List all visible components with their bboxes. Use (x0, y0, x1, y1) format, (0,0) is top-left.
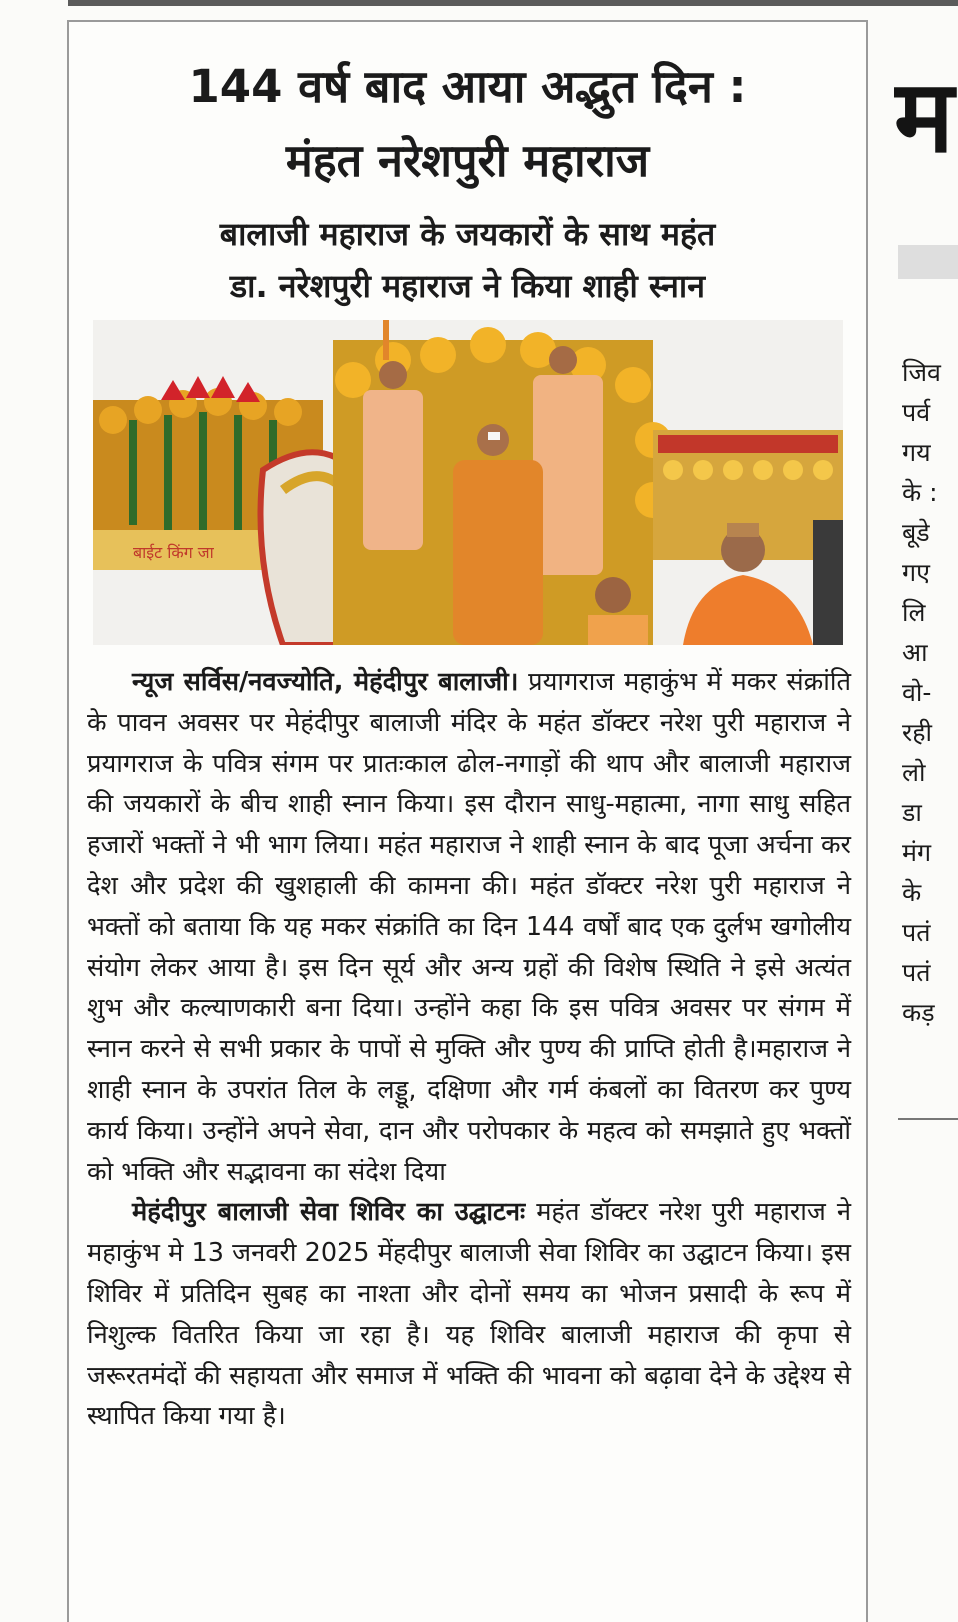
adjacent-line: गय (902, 438, 931, 467)
adjacent-line: मंग (902, 838, 932, 867)
adjacent-line: बूडे (902, 518, 930, 547)
news-article (67, 20, 868, 1622)
adjacent-line: डा (902, 798, 922, 827)
adjacent-line: गए (902, 558, 930, 587)
subheadline-line-1: बालाजी महाराज के जयकारों के साथ महंत (219, 215, 716, 253)
adjacent-line: लो (902, 758, 926, 787)
adjacent-subhead-bar (898, 245, 958, 279)
dateline: न्यूज सर्विस/नवज्योति, मेहंदीपुर बालाजी। (132, 667, 519, 697)
paragraph-2-text: महंत डॉक्टर नरेश पुरी महाराज ने महाकुंभ मे 13 जनवरी 2025 मेंहदीपुर बालाजी सेवा शिविर का उद्घाटन किया। इस शिविर में प्रतिदिन सुबह का नाश्ता और दोनों समय का भोजन प्रसादी के रूप में निशुल्क वितरित किया जा रहा है। यह शिविर बालाजी महाराज की कृपा से जरूरतमंदों की सहायता और समाज में भक्ति की भावना को बढ़ावा देने के उद्देश्य से स्थापित किया गया है। (87, 1197, 851, 1432)
section-subheading: मेहंदीपुर बालाजी सेवा शिविर का उद्घाटनः (132, 1197, 526, 1228)
news-photo (93, 320, 843, 645)
adjacent-headline-fragment: म (894, 62, 954, 172)
subheadline-line-2: डा. नरेशपुरी महाराज ने किया शाही स्नान (230, 267, 705, 305)
adjacent-line: पतं (902, 958, 931, 987)
paragraph-2 (87, 1192, 851, 1437)
adjacent-line: के : (902, 478, 938, 507)
banner-text: बाईट किंग जा (133, 543, 214, 562)
headline-line-2: मंहत नरेशपुरी महाराज (285, 134, 650, 187)
adjacent-line: पतं (902, 918, 931, 947)
headline-line-1: 144 वर्ष बाद आया अद्भुत दिन : (188, 60, 747, 113)
adjacent-divider (898, 1118, 958, 1120)
article-body (87, 662, 851, 1437)
adjacent-line: पर्व (902, 398, 931, 427)
paragraph-1-text: प्रयागराज महाकुंभ में मकर संक्रांति के पावन अवसर पर मेहंदीपुर बालाजी मंदिर के महंत डॉक्टर नरेश पुरी महाराज ने प्रयागराज के पवित्र संगम पर प्रातःकाल ढोल-नगाड़ों की थाप और बालाजी महाराज की जयकारों के बीच शाही स्नान किया। इस दौरान साधु-महात्मा, नागा साधु सहित हजारों भक्तों ने भी भाग लिया। महंत महाराज ने शाही स्नान के बाद पूजा अर्चना कर देश और प्रदेश की खुशहाली की कामना की। महंत डॉक्टर नरेश पुरी महाराज ने भक्तों को बताया कि यह मकर संक्रांति का दिन 144 वर्षों बाद एक दुर्लभ खगोलीय संयोग लेकर आया है। इस दिन सूर्य और अन्य ग्रहों की विशेष स्थिति ने इसे अत्यंत शुभ और कल्याणकारी बना दिया। उन्होंने कहा कि इस पवित्र अवसर पर संगम में स्नान करने से सभी प्रकार के पापों से मुक्ति और पुण्य की प्राप्ति होती है।महाराज ने शाही स्नान के उपरांत तिल के लड्डू, दक्षिणा और गर्म कंबलों का वितरण कर पुण्य कार्य किया। उन्होंने अपने सेवा, दान और परोपकार के महत्व को समझाते हुए भक्तों को भक्ति और सद्भावना का संदेश दिया (87, 667, 851, 1187)
adjacent-article-column (880, 0, 958, 1600)
adjacent-line: जिव (902, 358, 941, 387)
adjacent-line: कड़ (902, 998, 935, 1027)
paragraph-1 (87, 662, 851, 1192)
adjacent-line: रही (902, 718, 932, 747)
adjacent-line: आ (902, 638, 928, 667)
adjacent-line: के (902, 878, 922, 907)
adjacent-line: वो- (902, 678, 932, 707)
top-rule (68, 0, 958, 6)
adjacent-line: लि (902, 598, 926, 627)
